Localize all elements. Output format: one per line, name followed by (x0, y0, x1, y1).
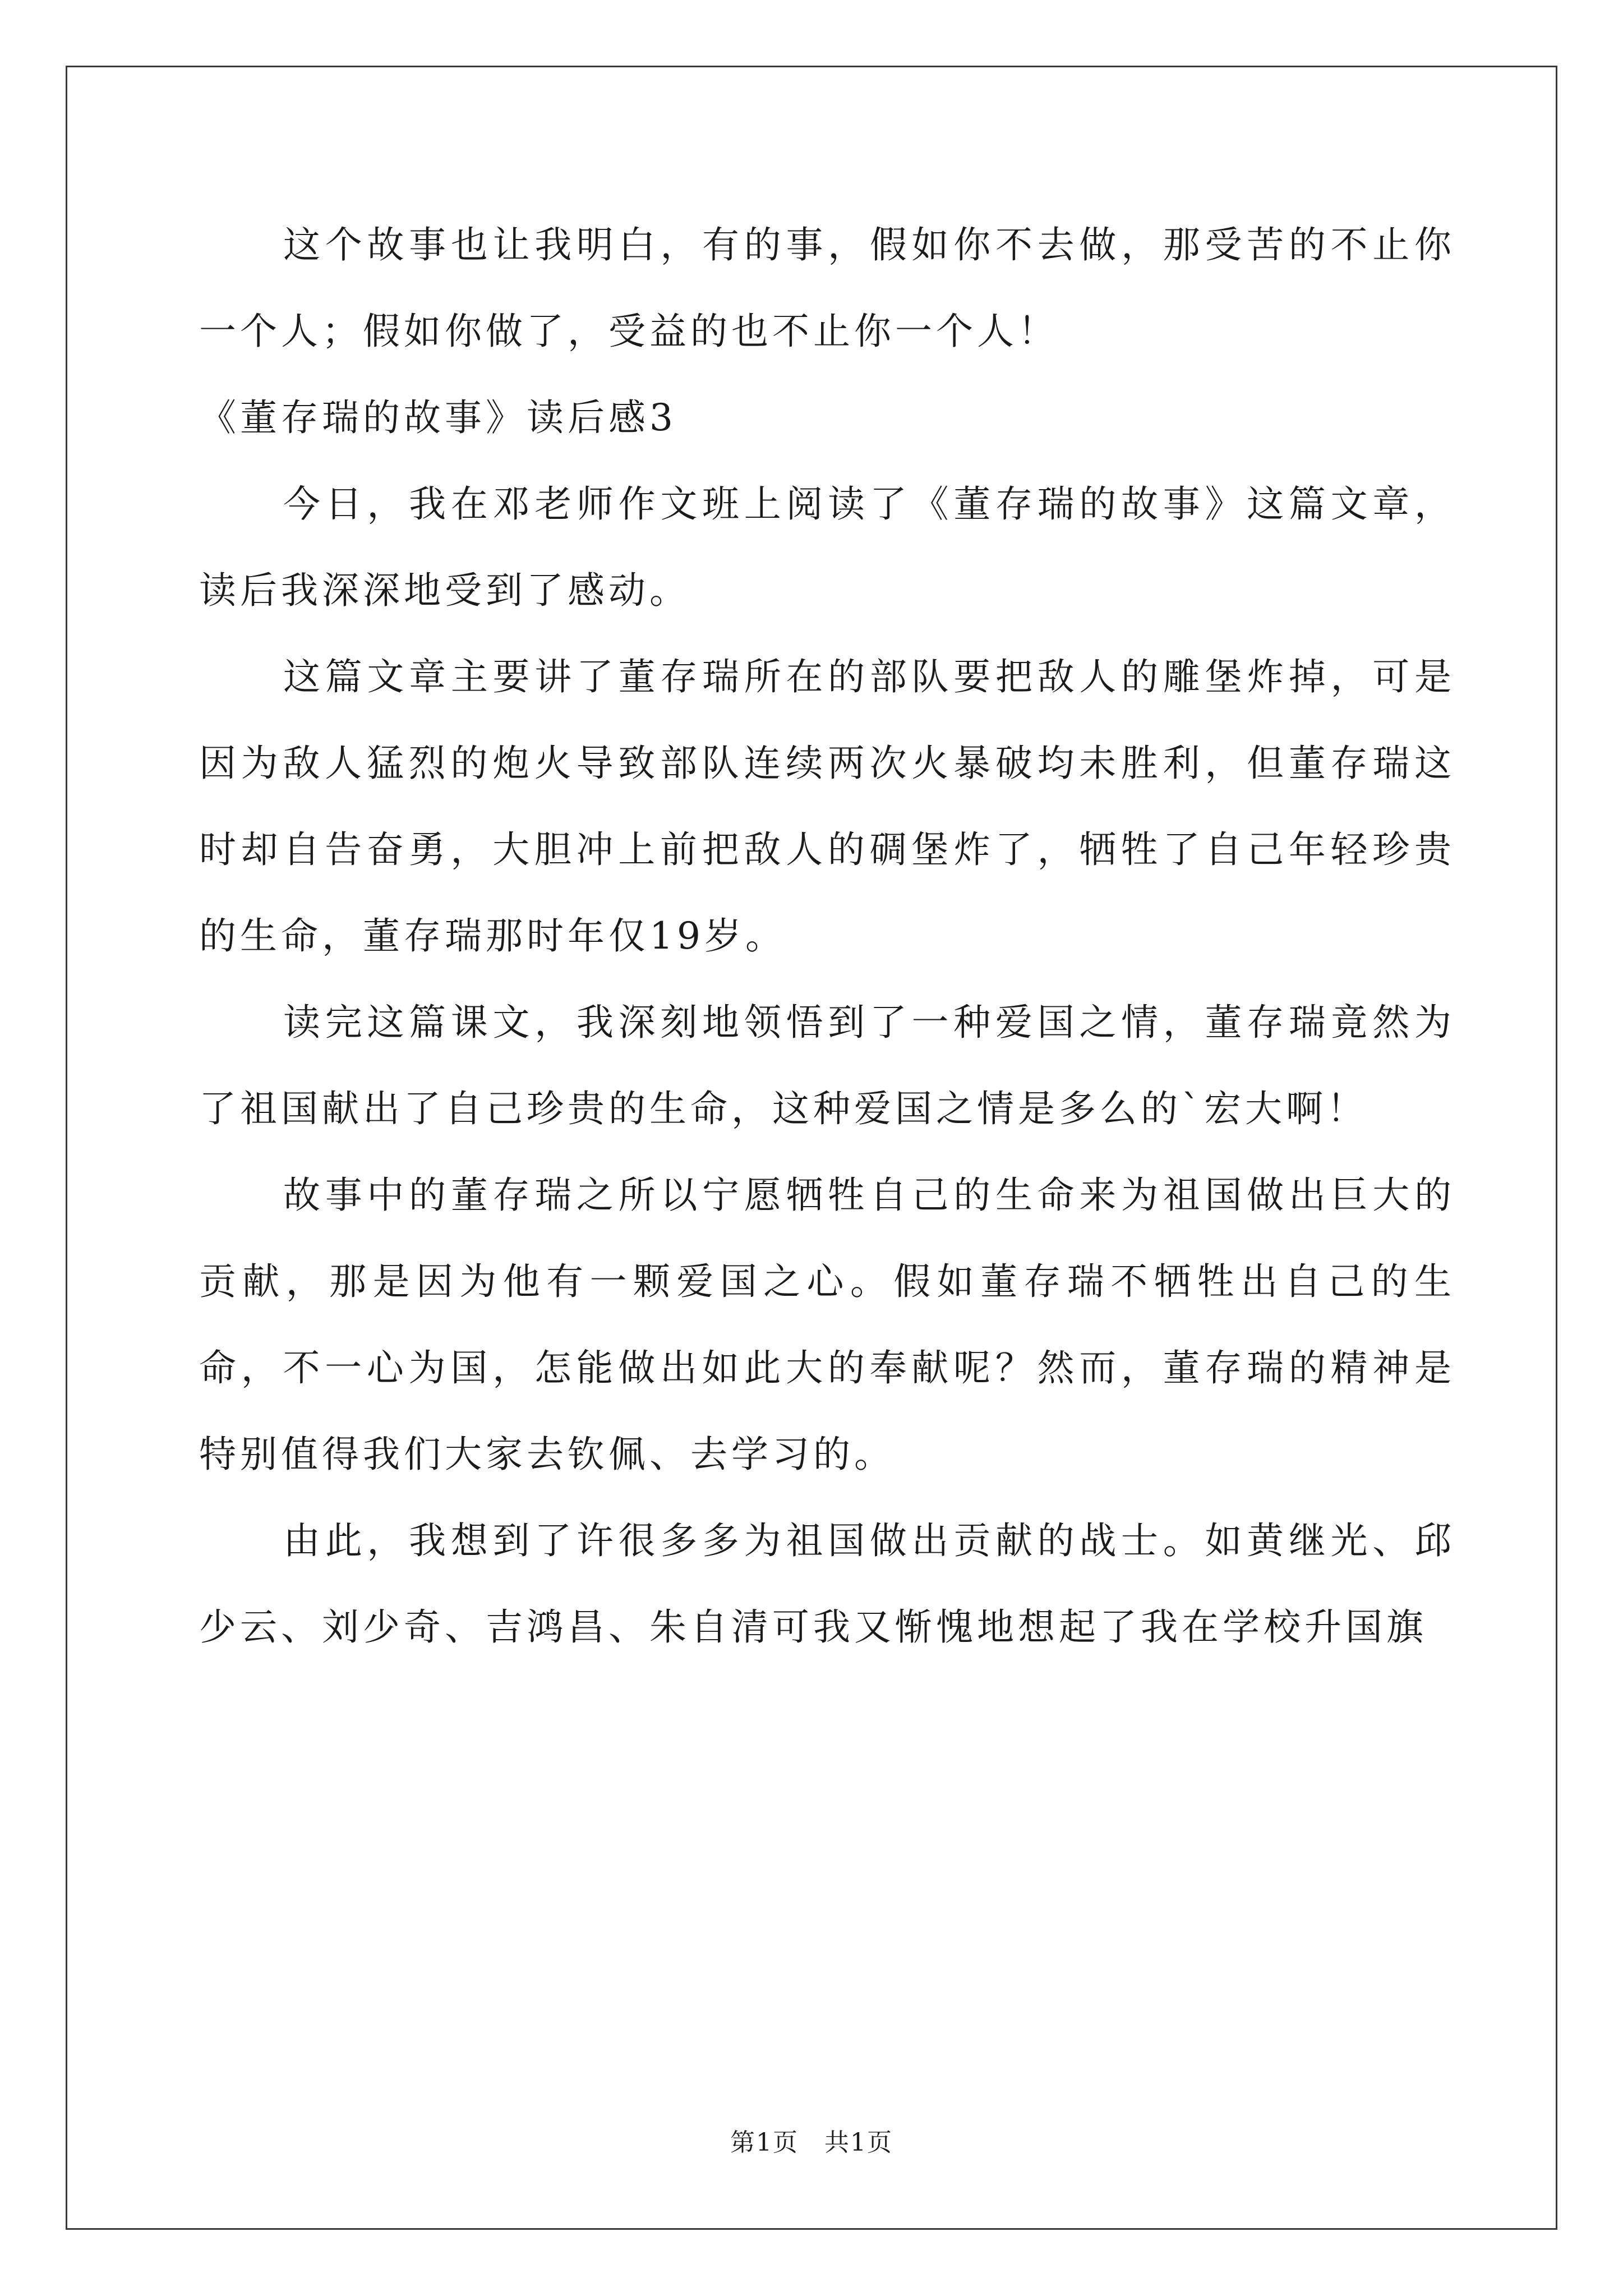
paragraph-5: 故事中的董存瑞之所以宁愿牺牲自己的生命来为祖国做出巨大的贡献，那是因为他有一颗爱国之心。假如董存瑞不牺牲出自己的生命，不一心为国，怎能做出如此大的奉献呢？然而，董存瑞的精神是特别值得我们大家去钦佩、去学习的。 (199, 1174, 1455, 1476)
paragraph-2: 今日，我在邓老师作文班上阅读了《董存瑞的故事》这篇文章，读后我深深地受到了感动。 (199, 482, 1455, 612)
paragraph-4: 读完这篇课文，我深刻地领悟到了一种爱国之情，董存瑞竟然为了祖国献出了自己珍贵的生命，这种爱国之情是多么的`宏大啊！ (199, 1001, 1455, 1130)
paragraph-3: 这篇文章主要讲了董存瑞所在的部队要把敌人的雕堡炸掉，可是因为敌人猛烈的炮火导致部队连续两次火暴破均未胜利，但董存瑞这时却自告奋勇，大胆冲上前把敌人的碉堡炸了，牺牲了自己年轻珍贵的生命，董存瑞那时年仅19岁。 (199, 655, 1455, 958)
page-footer: 第1页 共1页 (730, 2128, 893, 2157)
paragraph-1: 这个故事也让我明白，有的事，假如你不去做，那受苦的不止你一个人；假如你做了，受益的也不止你一个人！ (199, 223, 1455, 353)
paragraph-6: 由此，我想到了许很多多为祖国做出贡献的战士。如黄继光、邱少云、刘少奇、吉鸿昌、朱自清可我又惭愧地想起了我在学校升国旗 (199, 1519, 1455, 1649)
document-body (199, 202, 1455, 1671)
section-heading: 《董存瑞的故事》读后感3 (199, 396, 677, 439)
